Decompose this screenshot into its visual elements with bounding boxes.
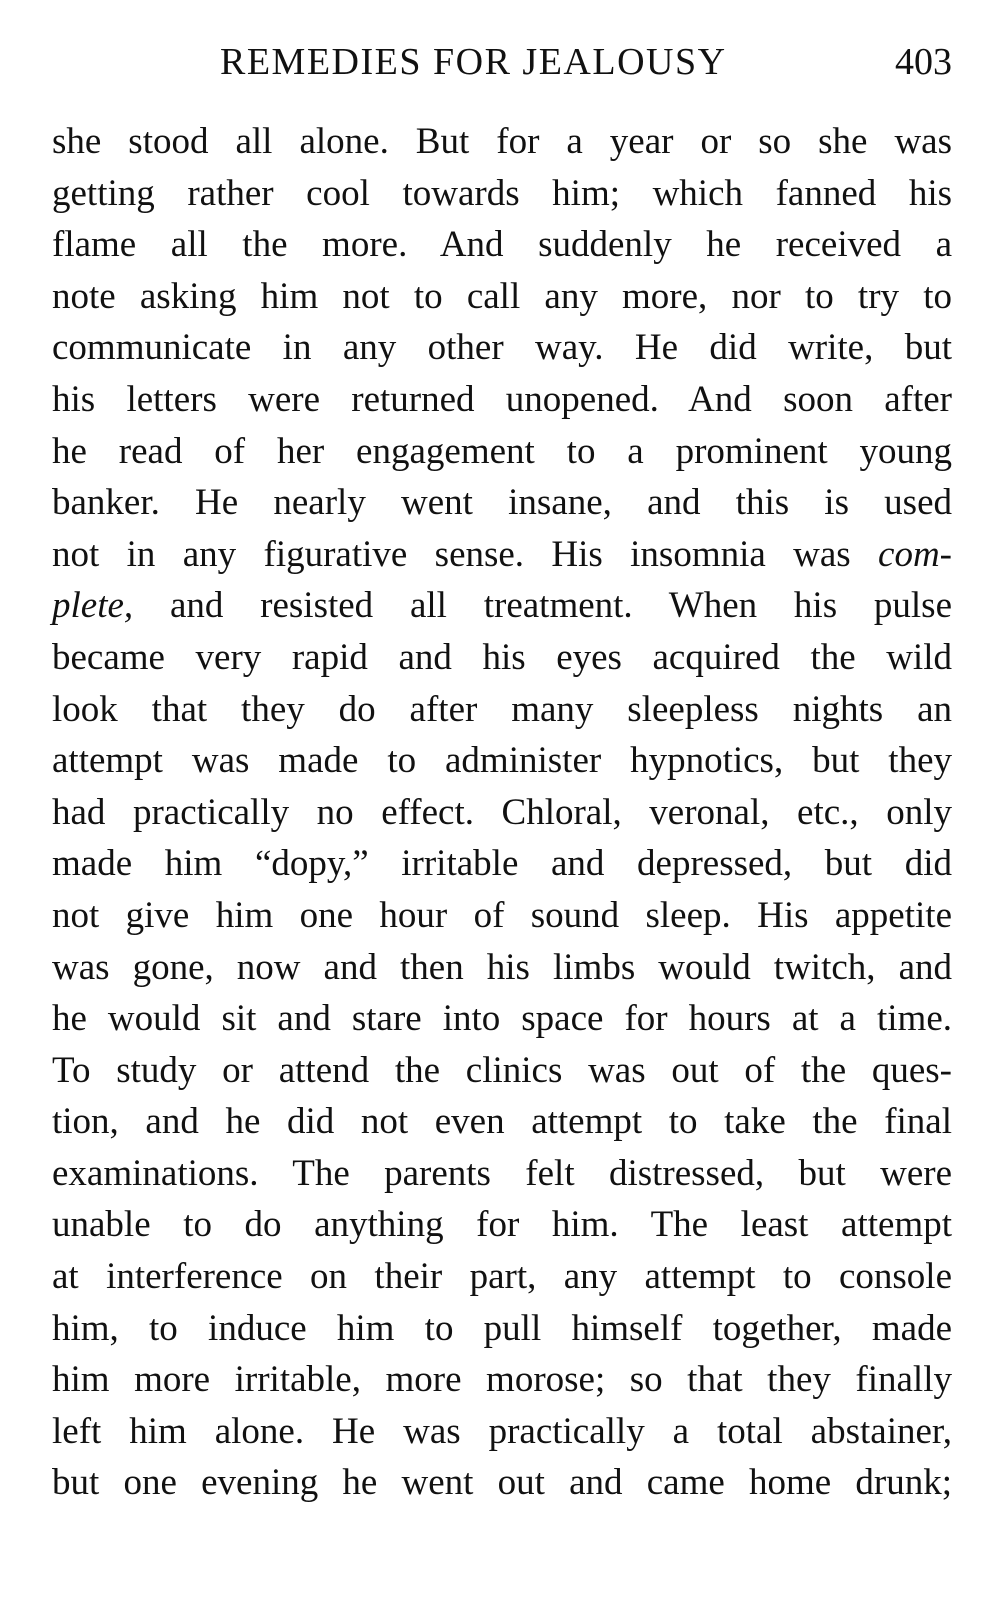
text-line: attempt was made to administer hypnotics, but they	[52, 740, 952, 782]
text-line: examinations. The parents felt distressed, but were	[52, 1152, 952, 1194]
page-number: 403	[895, 41, 952, 83]
body-paragraph	[52, 116, 952, 1509]
text-line: had practically no effect. Chloral, veronal, etc., only	[52, 791, 952, 833]
text-line: made him “dopy,” irritable and depressed, but did	[52, 843, 952, 885]
text-line: To study or attend the clinics was out of the ques-	[52, 1049, 952, 1091]
italic-segment: com-	[878, 533, 952, 575]
text-line: at interference on their part, any attempt to console	[52, 1256, 952, 1298]
text-line: tion, and he did not even attempt to take the final	[52, 1101, 952, 1143]
running-head	[52, 38, 952, 86]
text-line: getting rather cool towards him; which fanned his	[52, 172, 952, 214]
text-line: left him alone. He was practically a total abstainer,	[52, 1410, 952, 1452]
text-line: unable to do anything for him. The least attempt	[52, 1204, 952, 1246]
text-line: flame all the more. And suddenly he received a	[52, 224, 952, 266]
text-line: communicate in any other way. He did write, but	[52, 327, 952, 369]
text-line: she stood all alone. But for a year or so she was	[52, 121, 952, 162]
text-line-with-italic	[52, 580, 952, 632]
text-line: became very rapid and his eyes acquired the wild	[52, 636, 952, 678]
italic-segment: plete,	[52, 585, 134, 627]
text-line: note asking him not to call any more, nor to try to	[52, 275, 952, 317]
running-title: REMEDIES FOR JEALOUSY	[220, 41, 727, 83]
text-segment: and resisted all treatment. When his pulse	[133, 585, 952, 627]
text-line: but one evening he went out and came home drunk;	[52, 1462, 952, 1504]
text-line: his letters were returned unopened. And soon after	[52, 378, 952, 420]
text-line-with-italic	[52, 529, 952, 581]
text-line: he read of her engagement to a prominent young	[52, 430, 952, 472]
text-segment: not in any figurative sense. His insomnia was	[52, 533, 879, 575]
text-line: him more irritable, more morose; so that they finally	[52, 1359, 952, 1401]
text-line: banker. He nearly went insane, and this is used	[52, 482, 952, 524]
text-line: him, to induce him to pull himself together, made	[52, 1307, 952, 1349]
text-line: he would sit and stare into space for hours at a time.	[52, 998, 952, 1040]
text-line: not give him one hour of sound sleep. His appetite	[52, 894, 952, 936]
text-line: was gone, now and then his limbs would twitch, and	[52, 946, 952, 988]
text-line: look that they do after many sleepless nights an	[52, 688, 952, 730]
